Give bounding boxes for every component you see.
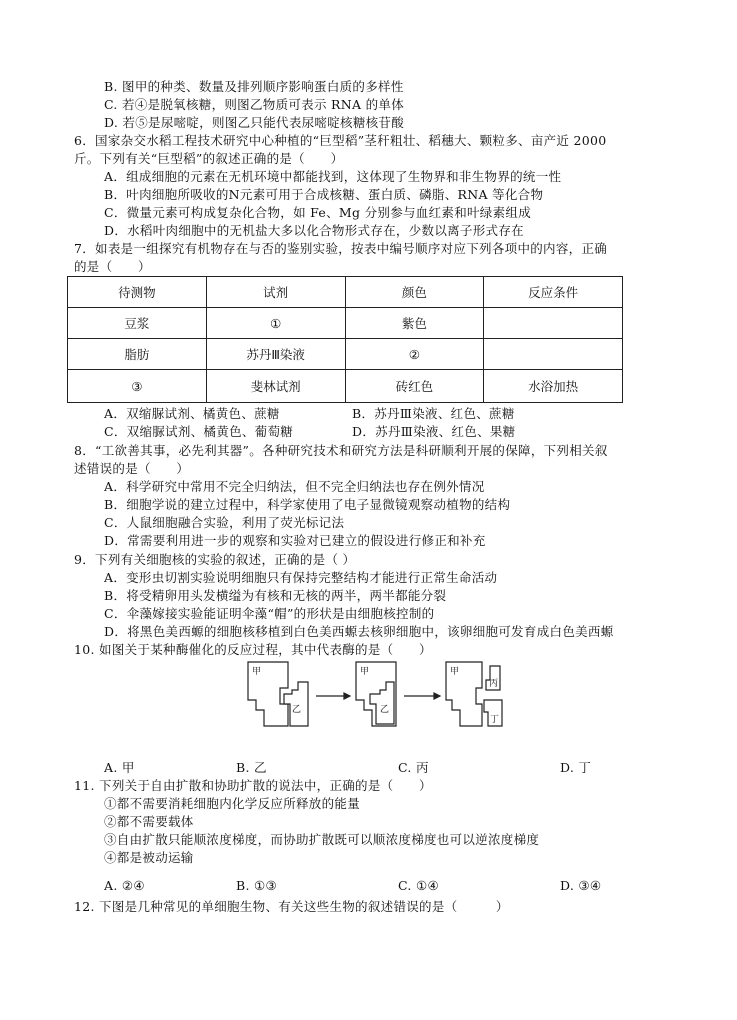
table-cell: ② [345, 339, 484, 370]
table-row [68, 370, 623, 403]
q11-option-c: C. ①④ [398, 878, 439, 893]
table-cell: 脂肪 [68, 339, 207, 370]
q9-option-a: A．变形虫切割实验说明细胞只有保持完整结构才能进行正常生命活动 [104, 570, 498, 585]
q5-option-d: D. 若⑤是尿嘧啶，则图乙只能代表尿嘧啶核糖核苷酸 [104, 115, 405, 130]
q9-option-b: B．将受精卵用头发横缢为有核和无核的两半，两半都能分裂 [104, 588, 447, 603]
table-header-row [68, 277, 623, 308]
q8-option-d: D．常需要利用进一步的观察和实验对已建立的假设进行修正和补充 [104, 533, 486, 548]
q8-option-c: C．人鼠细胞融合实验，利用了荧光标记法 [104, 515, 345, 530]
label-jia-1: 甲 [252, 667, 262, 677]
label-yi-1: 乙 [292, 705, 302, 715]
table-header: 待测物 [68, 277, 207, 308]
q7-option-c: C．双缩脲试剂、橘黄色、葡萄糖 [104, 424, 294, 439]
q6-option-d: D．水稻叶肉细胞中的无机盐大多以化合物形式存在，少数以离子形式存在 [104, 223, 524, 238]
arrow-2-head [434, 693, 440, 699]
q8-stem: 8．“工欲善其事，必先利其器”。各种研究技术和研究方法是科研顺利开展的保障，下列相关叙 [74, 443, 608, 458]
table-cell: 紫色 [345, 308, 484, 339]
q11-statement-3: ③自由扩散只能顺浓度梯度，而协助扩散既可以顺浓度梯度也可以逆浓度梯度 [104, 832, 540, 847]
table-header: 颜色 [345, 277, 484, 308]
q12-stem: 12. 下图是几种常见的单细胞生物、有关这些生物的叙述错误的是（ ） [74, 899, 509, 914]
q11-option-d: D. ③④ [560, 878, 602, 893]
q6-stem: 6．国家杂交水稻工程技术研究中心种植的“巨型稻”茎秆粗壮、稻穗大、颗粒多、亩产近 2000 [74, 133, 607, 148]
q6-option-c: C．微量元素可构成复杂化合物，如 Fe、Mg 分别参与血红素和叶绿素组成 [104, 205, 531, 220]
q6-option-b: B．叶肉细胞所吸收的N元素可用于合成核糖、蛋白质、磷脂、RNA 等化合物 [104, 187, 544, 202]
q7-table [67, 276, 623, 403]
label-bing: 丙 [489, 679, 499, 689]
q9-stem: 9．下列有关细胞核的实验的叙述，正确的是（ ） [74, 552, 356, 567]
q11-stem: 11. 下列关于自由扩散和协助扩散的说法中，正确的是（ ） [74, 778, 432, 793]
q8-stem-cont: 述错误的是（ ） [74, 461, 190, 476]
q6-option-a: A．组成细胞的元素在无机环境中都能找到，这体现了生物界和非生物界的统一性 [104, 169, 562, 184]
table-cell [484, 339, 623, 370]
q11-option-a: A. ②④ [104, 878, 145, 893]
q7-stem-cont: 的是（ ） [74, 259, 151, 274]
table-cell: 水浴加热 [484, 370, 623, 403]
q7-option-d: D．苏丹Ⅲ染液、红色、果糖 [352, 424, 516, 439]
table-row [68, 339, 623, 370]
q7-option-a: A．双缩脲试剂、橘黄色、蔗糖 [104, 406, 280, 421]
label-jia-2: 甲 [360, 667, 370, 677]
q8-option-b: B．细胞学说的建立过程中，科学家使用了电子显微镜观察动植物的结构 [104, 497, 511, 512]
table-cell: 豆浆 [68, 308, 207, 339]
table-cell [484, 308, 623, 339]
q6-stem-cont: 斤。下列有关“巨型稻”的叙述正确的是（ ） [74, 151, 344, 166]
table-cell: 斐林试剂 [206, 370, 345, 403]
q9-option-d: D．将黑色美西螈的细胞核移植到白色美西螈去核卵细胞中，该卵细胞可发育成白色美西螈 [104, 624, 614, 639]
q9-option-c: C．伞藻嫁接实验能证明伞藻“帽”的形状是由细胞核控制的 [104, 606, 435, 621]
label-yi-2: 乙 [380, 705, 390, 715]
label-ding: 丁 [490, 715, 500, 725]
table-header: 反应条件 [484, 277, 623, 308]
q8-option-a: A．科学研究中常用不完全归纳法，但不完全归纳法也存在例外情况 [104, 479, 485, 494]
q7-stem: 7．如表是一组探究有机物存在与否的鉴别实验，按表中编号顺序对应下列各项中的内容，正确 [74, 241, 608, 256]
enzyme-reaction-diagram [244, 660, 504, 732]
table-cell: 苏丹Ⅲ染液 [206, 339, 345, 370]
table-cell: ① [206, 308, 345, 339]
table-cell: 砖红色 [345, 370, 484, 403]
q5-option-c: C. 若④是脱氧核糖，则图乙物质可表示 RNA 的单体 [104, 97, 404, 112]
q11-statement-2: ②都不需要载体 [104, 814, 194, 829]
q10-option-c: C. 丙 [398, 760, 429, 775]
table-cell: ③ [68, 370, 207, 403]
q11-statement-4: ④都是被动运输 [104, 850, 194, 865]
label-jia-3: 甲 [450, 667, 460, 677]
q11-option-b: B. ①③ [236, 878, 278, 893]
q10-option-d: D. 丁 [560, 760, 592, 775]
table-row [68, 308, 623, 339]
q11-statement-1: ①都不需要消耗细胞内化学反应所释放的能量 [104, 796, 361, 811]
q5-option-b: B. 图甲的种类、数量及排列顺序影响蛋白质的多样性 [104, 79, 404, 94]
q10-option-b: B. 乙 [236, 760, 267, 775]
table-header: 试剂 [206, 277, 345, 308]
q10-stem: 10. 如图关于某种酶催化的反应过程，其中代表酶的是（ ） [74, 642, 432, 657]
q10-option-a: A. 甲 [104, 760, 135, 775]
arrow-1-head [344, 693, 350, 699]
q7-option-b: B．苏丹Ⅲ染液、红色、蔗糖 [352, 406, 515, 421]
